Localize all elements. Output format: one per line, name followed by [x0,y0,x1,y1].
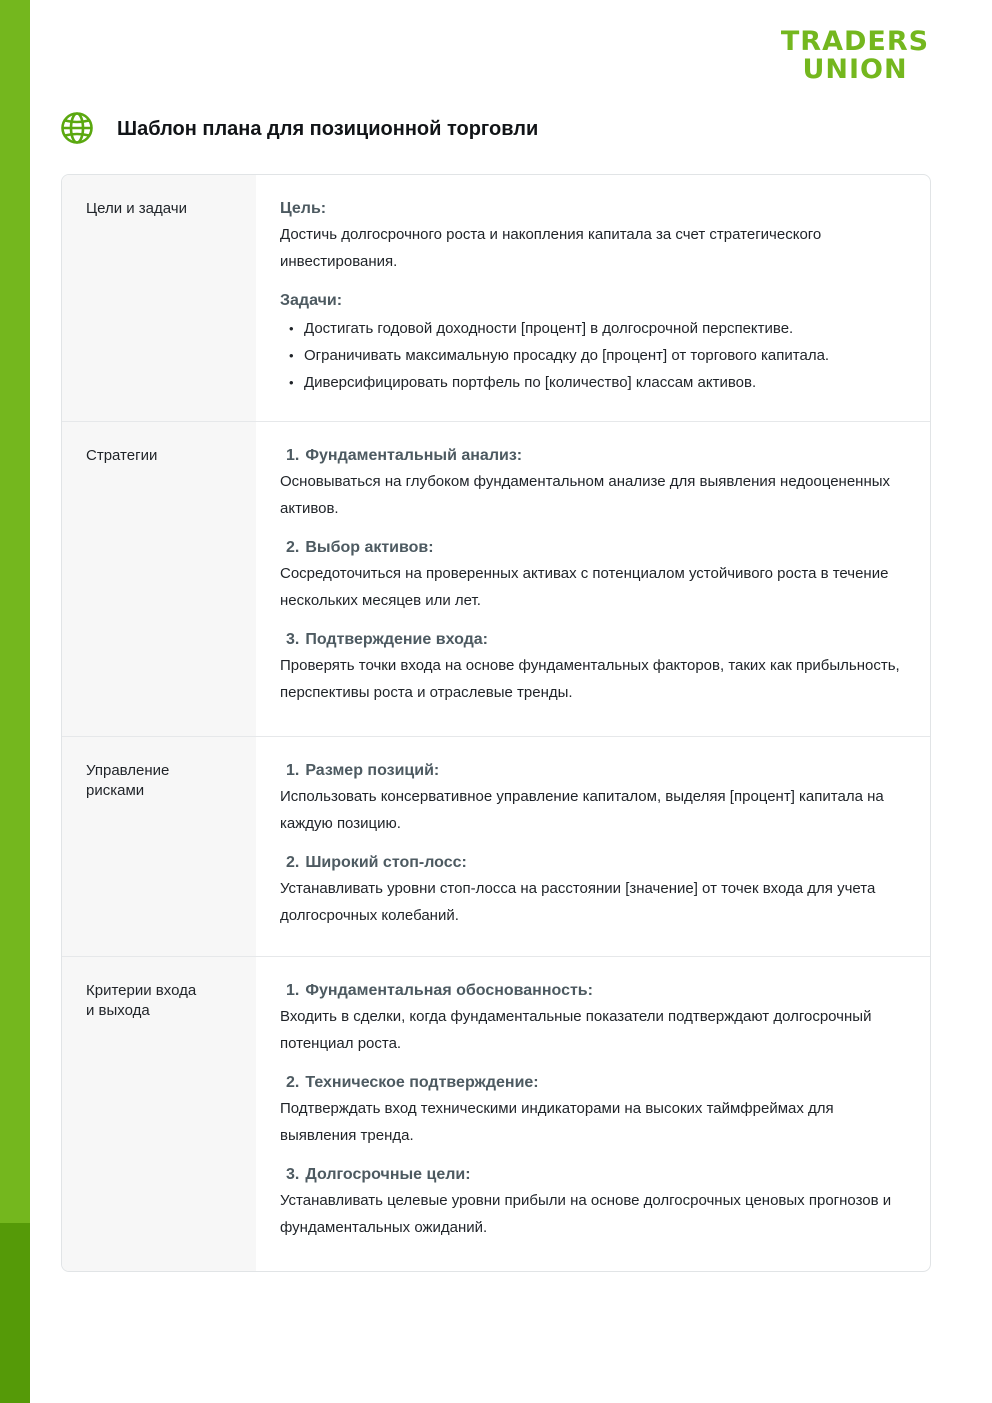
row-content-risk [256,737,930,956]
task-item: • Ограничивать максимальную просадку до [процент] от торгового капитала. [280,342,906,369]
row-strategies [62,422,930,737]
row-label-goals: Цели и задачи [62,175,256,421]
logo-line-2: UNION [802,54,908,85]
task-item: • Достигать годовой доходности [процент] в долгосрочной перспективе. [280,315,906,342]
plan-table [61,174,931,1272]
strategy-text: Сосредоточиться на проверенных активах с потенциалом устойчивого роста в течение нескольких месяцев или лет. [280,565,889,609]
task-item: • Диверсифицировать портфель по [количество] классам активов. [280,369,906,396]
criteria-title: Долгосрочные цели: [305,1166,471,1183]
criteria-text: Входить в сделки, когда фундаментальные показатели подтверждают долгосрочный потенциал роста. [280,1008,872,1052]
criteria-num: 1. [286,982,300,999]
goal-block [280,197,906,275]
risk-item [280,759,906,837]
strategy-item [280,444,906,522]
criteria-heading [280,979,906,1003]
row-label-risk [62,737,256,956]
traders-union-logo [772,28,938,84]
goal-heading: Цель: [280,200,327,217]
tasks-block [280,289,906,396]
criteria-label-line-1: Критерии входа [86,982,197,999]
tasks-heading: Задачи: [280,292,343,309]
side-accent-bar-bottom [0,1223,30,1403]
strategy-text: Основываться на глубоком фундаментальном анализе для выявления недооцененных активов. [280,473,891,517]
row-content-strategies [256,422,930,736]
strategy-heading [280,444,906,468]
risk-label-line-2: рисками [86,782,145,799]
criteria-text: Подтверждать вход техническими индикаторами на высоких таймфреймах для выявления тренда. [280,1100,834,1144]
row-goals [62,175,930,422]
globe-icon [60,111,94,145]
strategy-num: 3. [286,631,300,648]
side-accent-bar [0,0,30,1403]
strategy-title: Фундаментальный анализ: [305,447,523,464]
strategy-item [280,628,906,706]
logo-line-1: TRADERS [780,26,930,57]
strategy-text: Проверять точки входа на основе фундаментальных факторов, таких как прибыльность, перспективы роста и отраслевые тренды. [280,657,900,701]
risk-num: 2. [286,854,300,871]
strategy-item [280,536,906,614]
row-risk [62,737,930,957]
criteria-item [280,1071,906,1149]
criteria-item [280,1163,906,1241]
strategy-num: 1. [286,447,300,464]
strategy-heading [280,628,906,652]
criteria-item [280,979,906,1057]
goal-text: Достичь долгосрочного роста и накопления капитала за счет стратегического инвестирования. [280,226,822,270]
risk-num: 1. [286,762,300,779]
risk-heading [280,851,906,875]
risk-title: Широкий стоп-лосс: [305,854,467,871]
strategy-title: Выбор активов: [305,539,434,556]
risk-label-line-1: Управление [86,762,170,779]
risk-heading [280,759,906,783]
risk-text: Использовать консервативное управление капиталом, выделяя [процент] капитала на каждую позицию. [280,788,884,832]
strategy-title: Подтверждение входа: [305,631,489,648]
strategy-heading [280,536,906,560]
criteria-title: Фундаментальная обоснованность: [305,982,593,999]
risk-text: Устанавливать уровни стоп-лосса на расстоянии [значение] от точек входа для учета долгосрочных колебаний. [280,880,876,924]
row-label-criteria [62,957,256,1271]
criteria-num: 3. [286,1166,300,1183]
tasks-list [280,315,906,396]
row-content-goals [256,175,930,421]
criteria-text: Устанавливать целевые уровни прибыли на основе долгосрочных ценовых прогнозов и фундаментальных ожиданий. [280,1192,892,1236]
risk-title: Размер позиций: [305,762,440,779]
risk-item [280,851,906,929]
criteria-num: 2. [286,1074,300,1091]
row-criteria [62,957,930,1271]
criteria-heading [280,1163,906,1187]
criteria-heading [280,1071,906,1095]
page-title: Шаблон плана для позиционной торговли [117,118,539,140]
row-content-criteria [256,957,930,1271]
row-label-strategies: Стратегии [62,422,256,736]
criteria-title: Техническое подтверждение: [305,1074,539,1091]
strategy-num: 2. [286,539,300,556]
criteria-label-line-2: и выхода [86,1002,150,1019]
